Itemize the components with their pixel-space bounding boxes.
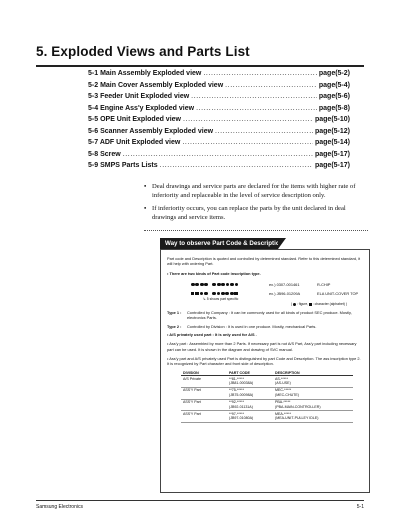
toc-entry[interactable]: [88, 162, 350, 174]
type-2-head: Type 2 :: [167, 323, 182, 329]
guide-intro: Part code and Description is quoted and controlled by determined standard. Refer to this determined standard, it will help with ordering Part.: [167, 256, 361, 267]
assy-part-note: • Ass'y part : Assembled by more than 2 Parts. If necessary part is not A/S Part, Ass'y part including necessary part can be used. It is shown in the diagram and drawing of SVC manual.: [167, 341, 357, 352]
toc-entry-number: 5-7: [88, 139, 99, 146]
tab-corner: [278, 238, 286, 249]
column-header: DESCRIPTION: [273, 371, 353, 376]
toc-leader-dots: [183, 116, 313, 123]
toc-entry[interactable]: [88, 93, 350, 105]
toc-leader-dots: [215, 128, 313, 135]
service-notes: [144, 182, 364, 226]
table-row: [181, 376, 353, 388]
table-row: [181, 399, 353, 411]
toc-entry[interactable]: [88, 116, 350, 128]
part-code-table: [181, 371, 353, 423]
digits-note: ↳ 5 shows part specific: [203, 296, 239, 301]
part-code-cell: **92-***** (JB92-01131A): [227, 399, 273, 411]
code-example-desc: R-CHIP: [317, 281, 331, 287]
part-code-cell: **81-***** (JB81-00038A): [227, 376, 273, 388]
bullet-icon: •: [144, 204, 147, 212]
footer-divider: [36, 500, 364, 501]
table-body: [181, 376, 353, 423]
toc-leader-dots: [123, 151, 313, 158]
toc-entry-number: 5-1: [88, 70, 99, 77]
part-code-guide-tab: Way to observe Part Code & Description: [160, 238, 278, 249]
note-text: If inferiority occurs, you can replace the parts by the unit declared in deal drawings and service items.: [152, 204, 346, 222]
inscription-types-heading: • There are two kinds of Part code inscription type.: [167, 270, 261, 276]
division-cell: ASS'Y Part: [181, 411, 227, 423]
toc-leader-dots: [196, 105, 317, 112]
part-code-cell: **75-***** (JB75-00098A): [227, 387, 273, 399]
toc-entry-page: page(5-8): [318, 104, 350, 112]
toc-leader-dots: [203, 70, 317, 77]
title-divider: [36, 65, 364, 67]
column-header: PART CODE: [227, 371, 273, 376]
type-1-head: Type 1 :: [167, 310, 182, 316]
table-of-contents: [88, 70, 350, 174]
toc-entry-number: 5-4: [88, 104, 99, 112]
footer-company: Samsung Electronics: [36, 504, 83, 510]
toc-entry-number: 5-6: [88, 127, 99, 135]
toc-entry[interactable]: [88, 105, 350, 117]
toc-entry-label: Engine Ass'y Exploded view: [100, 104, 195, 112]
toc-entry-label: Main Cover Assembly Exploded view: [100, 81, 224, 89]
toc-entry-page: page(5-10): [314, 116, 350, 123]
section-title: 5. Exploded Views and Parts List: [36, 44, 250, 59]
toc-leader-dots: [182, 139, 313, 146]
toc-entry[interactable]: [88, 70, 350, 82]
toc-entry-label: ADF Unit Exploded view: [99, 139, 181, 146]
note-text: Deal drawings and service parts are declared for the items with higher rate of inferiority and replaceable in the level of service description only.: [152, 183, 356, 200]
legend-figure: : figure,: [296, 301, 309, 306]
part-code-guide-box: [160, 249, 370, 493]
description-cell: AS-***** (AS-USE): [273, 376, 353, 388]
toc-entry-page: page(5-4): [318, 81, 350, 89]
dotted-divider: [144, 230, 368, 231]
toc-entry-number: 5-3: [88, 93, 99, 100]
toc-entry-page: page(5-17): [314, 150, 350, 158]
description-cell: PBA-***** (PBA-MAIN-CONTROLLER): [273, 399, 353, 411]
code-pattern-glyphs: [191, 283, 269, 287]
privately-used-note: • A/S privately used part : It is only used for A/S .: [167, 332, 257, 338]
toc-entry-page: page(5-2): [318, 70, 350, 77]
toc-leader-dots: [225, 82, 317, 89]
type-2-desc: Controlled by Division : It is used in one produce. Mostly, mechanical Parts.: [187, 323, 317, 329]
note-item: [144, 204, 364, 223]
legend-character: : character (alphabet): [312, 301, 345, 306]
code-pattern-row: [191, 280, 363, 289]
table-row: [181, 411, 353, 423]
toc-entry[interactable]: [88, 82, 350, 94]
division-cell: A/S Private: [181, 376, 227, 388]
toc-entry-label: SMPS Parts Lists: [100, 162, 158, 169]
type-1: [167, 310, 363, 321]
note-item: [144, 182, 364, 201]
toc-entry[interactable]: [88, 151, 350, 163]
toc-leader-dots: [160, 162, 313, 169]
toc-entry-label: OPE Unit Exploded view: [100, 116, 181, 123]
type-1-desc: Controlled by Company : It can be commonly used for all kinds of product SEC produce. Mostly, electronics Parts.: [187, 310, 352, 321]
table-row: [181, 387, 353, 399]
toc-entry-page: page(5-17): [314, 162, 350, 169]
code-example-desc: ELA UNIT-COVER TOP: [317, 290, 359, 296]
legend: ( : figure, : character (alphabet) ): [290, 301, 347, 306]
toc-entry-label: Main Assembly Exploded view: [100, 70, 202, 77]
code-pattern-glyphs: [191, 292, 269, 296]
bullet-icon: •: [144, 183, 147, 190]
toc-entry-page: page(5-12): [314, 127, 350, 135]
distinguish-note: • Ass'y part and A/S privately used Part is distinguished by part Code and Description. The ass inscription type 2. It is recognized by Part character and front side of description.: [167, 355, 361, 367]
toc-entry[interactable]: [88, 139, 350, 151]
code-example: ex.) JB96-01209A: [269, 290, 301, 296]
toc-entry-number: 5-2: [88, 81, 99, 89]
toc-entry[interactable]: [88, 128, 350, 140]
toc-entry-number: 5-9: [88, 162, 99, 169]
code-example: ex.) 0307-001461: [269, 281, 300, 287]
column-header: DIVISION: [181, 371, 227, 376]
toc-entry-page: page(5-14): [314, 139, 350, 146]
figure-dot-icon: [293, 303, 296, 306]
digits-note-text: 5 shows part specific: [206, 296, 239, 301]
page-number: 5-1: [356, 504, 364, 510]
toc-entry-label: Feeder Unit Exploded view: [100, 93, 190, 100]
division-cell: ASS'Y Part: [181, 399, 227, 411]
type-2: [167, 324, 363, 329]
toc-leader-dots: [191, 93, 317, 100]
toc-entry-label: Scanner Assembly Exploded view: [100, 127, 214, 135]
toc-entry-page: page(5-6): [318, 93, 350, 100]
description-cell: MEC-***** (MEC-CHUTE): [273, 387, 353, 399]
toc-entry-number: 5-5: [88, 116, 99, 123]
part-code-cell: **97-***** (JB97-01080A): [227, 411, 273, 423]
toc-entry-label: Screw: [100, 150, 121, 158]
division-cell: ASS'Y Part: [181, 387, 227, 399]
toc-entry-number: 5-8: [88, 150, 99, 158]
description-cell: MEA-***** (MEA-UNIT-PULLEY IDLE): [273, 411, 353, 423]
